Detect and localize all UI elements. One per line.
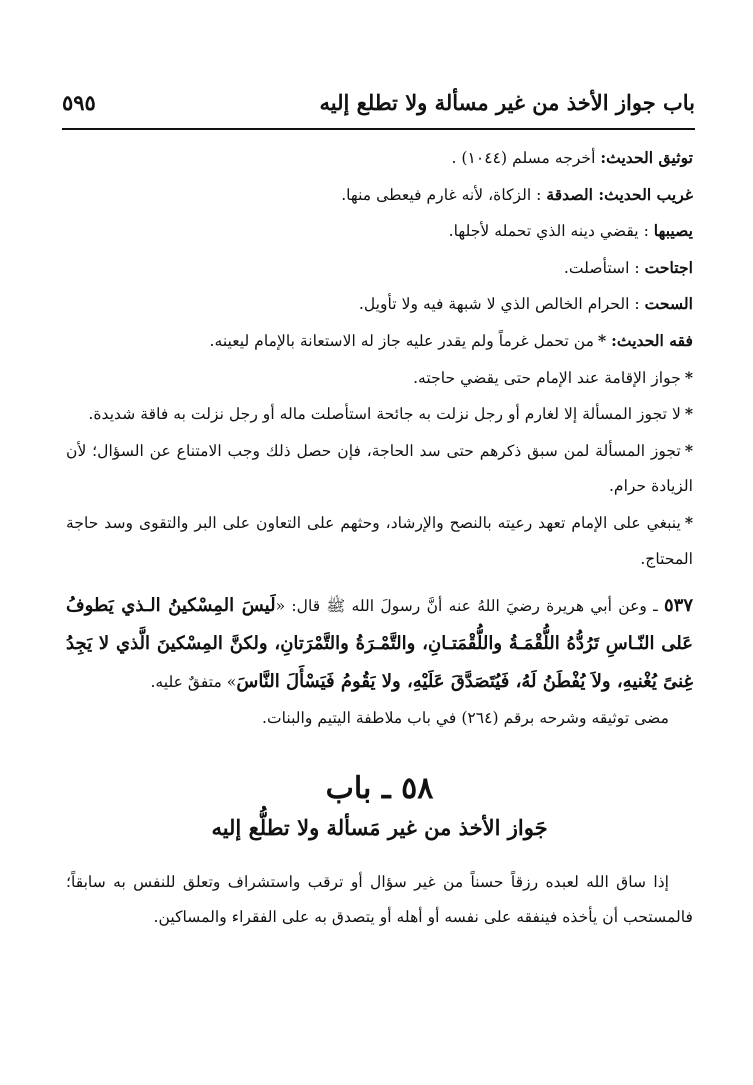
hadith-text: لَيسَ المِسْكينُ الـذي يَطوفُ عَلى النّـاسِ تَرُدُّهُ اللُّقْمَـةُ واللُّقْمَتـانِ، والتَّمْـرَةُ والتَّمْرَتانِ، ولكنَّ المِسْكينَ الَّذي لا يَجِدُ غِنىً يُغْنيهِ، ولاَ يُفْطَنُ لَهُ، فَيُتَصَدَّقَ عَلَيْهِ، ولا يَقُومُ فَيَسْأَلَ النَّاسَ	[66, 595, 693, 693]
ijtahat-text: : استأصلت.	[563, 258, 645, 277]
suht-line	[66, 286, 693, 323]
bullet-star: *	[598, 330, 607, 350]
ijtahat-line	[66, 250, 693, 287]
page-header	[62, 88, 695, 130]
page-number: ٥٩٥	[62, 90, 96, 115]
bullet-star: *	[684, 367, 693, 387]
bullet-star: *	[684, 512, 693, 532]
fiqh-point-3: لا تجوز المسألة إلا لغارم أو رجل نزلت به جائحة استأصلت ماله أو رجل نزلت به فاقة شديدة.	[88, 405, 681, 424]
fiqh-point-3-line	[66, 396, 693, 433]
cross-reference: مضى توثيقه وشرحه برقم (٢٦٤) في باب ملاطفة اليتيم والبنات.	[262, 709, 669, 728]
fiqh-point-4: تجوز المسألة لمن سبق ذكرهم حتى سد الحاجة، فإن حصل ذلك وجب الامتناع عن السؤال؛ لأن الزيادة حرام.	[66, 441, 693, 496]
fiqh-point-2-line	[66, 360, 693, 397]
yusibuha-line	[66, 213, 693, 250]
suht-text: : الحرام الخالص الذي لا شبهة فيه ولا تأويل.	[358, 295, 645, 314]
fiqh-term: فقه الحديث:	[611, 330, 693, 350]
chapter-number: ٥٨ ـ باب	[325, 770, 434, 806]
fiqh-point-1: من تحمل غرماً ولم يقدر عليه جاز له الاستعانة بالإمام ليعينه.	[209, 331, 594, 350]
fiqh-point-5: ينبغي على الإمام تعهد رعيته بالنصح والإرشاد، وحثهم على التعاون على البر والتقوى وسد حاجة المحتاج.	[66, 513, 693, 568]
hadith-paragraph	[66, 587, 693, 701]
chapter-body: إذا ساق الله لعبده رزقاً حسناً من غير سؤال أو ترقب واستشراف وتعلق للنفس به سابقاً؛ فالمستحب أن يأخذه فينفقه على نفسه أو أهله أو يتصدق به على الفقراء والمساكين.	[66, 872, 693, 927]
gharib-text: : الزكاة، لأنه غارم فيعطى منها.	[341, 185, 547, 204]
ijtahat-term: اجتاحت	[644, 257, 693, 277]
tawthiq-line	[66, 140, 693, 177]
yusibuha-term: يصيبها	[653, 221, 693, 241]
bullet-star: *	[684, 440, 693, 460]
tawthiq-text: أخرجه مسلم (١٠٤٤) .	[451, 149, 601, 167]
bullet-star: *	[684, 404, 693, 424]
hadith-outro: » متفقٌ عليه.	[150, 673, 237, 692]
chapter-title: جَواز الأخذ من غير مَسألة ولا تطلُّع إليه	[211, 814, 548, 840]
fiqh-point-4-line	[66, 433, 693, 505]
fiqh-point-2: جواز الإقامة عند الإمام حتى يقضي حاجته.	[413, 368, 681, 387]
tawthiq-term: توثيق الحديث:	[600, 148, 693, 167]
gharib-term: غريب الحديث:	[598, 184, 693, 204]
hadith-intro: ـ وعن أبي هريرة رضيَ اللهُ عنه أنَّ رسولَ الله ﷺ قال: «	[275, 597, 664, 616]
page-content	[66, 140, 693, 936]
suht-term: السحت	[644, 294, 693, 314]
gharib-sub-term: الصدقة	[546, 184, 599, 204]
running-title: باب جواز الأخذ من غير مسألة ولا تطلع إليه	[319, 90, 695, 115]
fiqh-line	[66, 323, 693, 360]
hadith-number: ٥٣٧	[664, 595, 694, 617]
fiqh-point-5-line	[66, 505, 693, 577]
yusibuha-text: : يقضي دينه الذي تحمله لأجلها.	[448, 222, 654, 241]
gharib-line	[66, 177, 693, 214]
